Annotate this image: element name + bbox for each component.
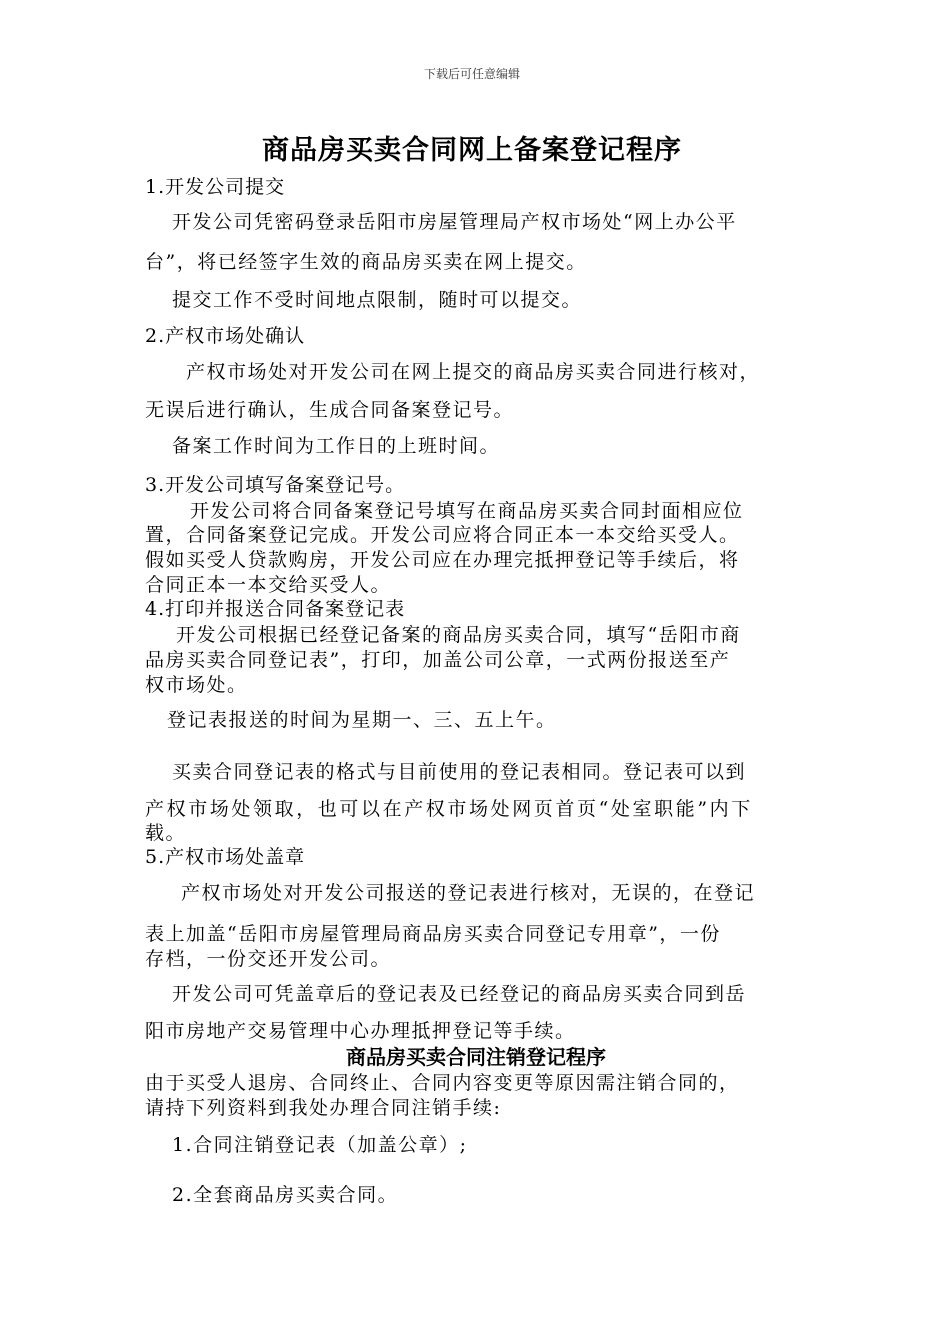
section-1-line: 台”，将已经签字生效的商品房买卖在网上提交。 (145, 251, 587, 273)
cancel-item: 1.合同注销登记表（加盖公章）; (172, 1134, 468, 1156)
section-1-heading: 1.开发公司提交 (145, 176, 286, 198)
section-4-line: 买卖合同登记表的格式与目前使用的登记表相同。登记表可以到 (172, 761, 747, 783)
section-5-line: 阳市房地产交易管理中心办理抵押登记等手续。 (145, 1020, 576, 1042)
section-5-line: 产权市场处对开发公司报送的登记表进行核对，无误的，在登记 (181, 882, 756, 904)
section-2-line: 无误后进行确认，生成合同备案登记号。 (145, 399, 515, 421)
section-2-heading: 2.产权市场处确认 (145, 325, 306, 347)
section-4-line: 品房买卖合同登记表”，打印，加盖公司公章，一式两份报送至产 (145, 649, 731, 671)
section-4-line: 载。 (145, 822, 187, 844)
section-5-line: 存档，一份交还开发公司。 (145, 948, 392, 970)
section-4-line: 开发公司根据已经登记备案的商品房买卖合同，填写“岳阳市商 (176, 624, 741, 646)
section-4-line: 产权市场处领取，也可以在产权市场处网页首页“处室职能”内下 (145, 798, 753, 820)
section-4-heading: 4.打印并报送合同备案登记表 (145, 598, 406, 620)
section-3-heading: 3.开发公司填写备案登记号。 (145, 474, 406, 496)
section-3-line: 置，合同备案登记完成。开发公司应将合同正本一本交给买受人。 (145, 524, 740, 546)
section-1-line: 开发公司凭密码登录岳阳市房屋管理局产权市场处“网上办公平 (172, 211, 737, 233)
cancel-line: 请持下列资料到我处办理合同注销手续: (145, 1097, 502, 1119)
section-1-line: 提交工作不受时间地点限制，随时可以提交。 (172, 289, 583, 311)
section-2-line: 备案工作时间为工作日的上班时间。 (172, 435, 501, 457)
section-3-line: 假如买受人贷款购房，开发公司应在办理完抵押登记等手续后，将 (145, 549, 740, 571)
cancel-title: 商品房买卖合同注销登记程序 (346, 1045, 606, 1069)
header-note: 下载后可任意编辑 (424, 67, 521, 81)
cancel-item: 2.全套商品房买卖合同。 (172, 1184, 399, 1206)
section-4-line: 登记表报送的时间为星期一、三、五上午。 (167, 709, 557, 731)
section-5-heading: 5.产权市场处盖章 (145, 846, 306, 868)
document-title: 商品房买卖合同网上备案登记程序 (262, 135, 682, 166)
section-4-line: 权市场处。 (145, 674, 248, 696)
cancel-line: 由于买受人退房、合同终止、合同内容变更等原因需注销合同的， (145, 1072, 740, 1094)
section-2-line: 产权市场处对开发公司在网上提交的商品房买卖合同进行核对， (186, 361, 761, 383)
section-3-line: 合同正本一本交给买受人。 (145, 574, 392, 596)
section-5-line: 开发公司可凭盖章后的登记表及已经登记的商品房买卖合同到岳 (172, 983, 747, 1005)
section-5-line: 表上加盖“岳阳市房屋管理局商品房买卖合同登记专用章”，一份 (145, 923, 721, 945)
section-3-line: 开发公司将合同备案登记号填写在商品房买卖合同封面相应位 (190, 500, 744, 522)
